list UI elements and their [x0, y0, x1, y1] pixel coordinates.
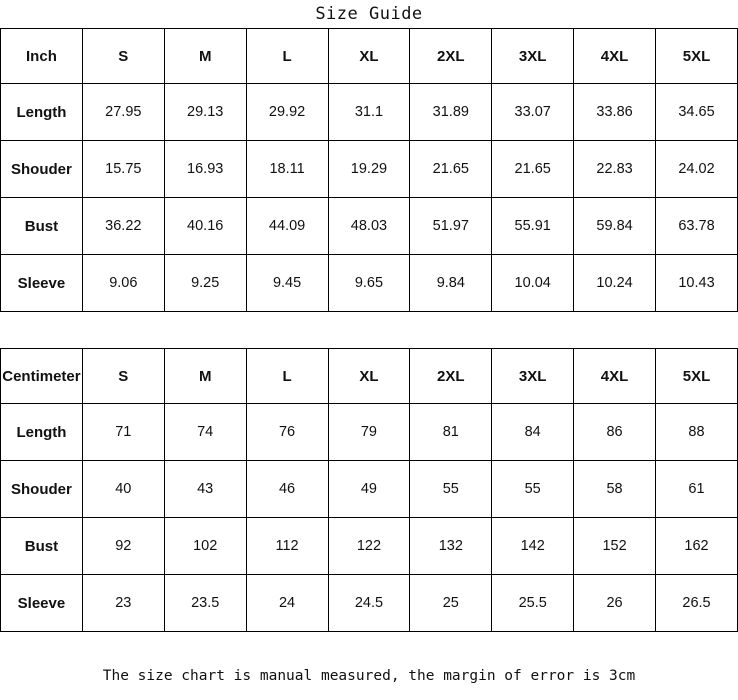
size-table-inch [0, 28, 738, 312]
cell-shouder-2xl: 55 [410, 461, 492, 518]
row-label-length: Length [1, 404, 83, 461]
cell-shouder-xl: 19.29 [328, 141, 410, 198]
cell-bust-2xl: 51.97 [410, 198, 492, 255]
cell-shouder-5xl: 24.02 [656, 141, 738, 198]
table-row [1, 404, 738, 461]
row-label-bust: Bust [1, 518, 83, 575]
table-row [1, 84, 738, 141]
column-header-2xl: 2XL [410, 29, 492, 84]
column-header-2xl: 2XL [410, 349, 492, 404]
column-header-m: M [164, 349, 246, 404]
column-header-4xl: 4XL [574, 29, 656, 84]
row-label-sleeve: Sleeve [1, 255, 83, 312]
cell-length-m: 74 [164, 404, 246, 461]
cell-length-5xl: 88 [656, 404, 738, 461]
cell-sleeve-l: 9.45 [246, 255, 328, 312]
table-spacer [0, 312, 738, 348]
cell-shouder-m: 16.93 [164, 141, 246, 198]
cell-length-2xl: 31.89 [410, 84, 492, 141]
cell-sleeve-3xl: 10.04 [492, 255, 574, 312]
cell-shouder-m: 43 [164, 461, 246, 518]
cell-length-s: 71 [82, 404, 164, 461]
cell-sleeve-m: 9.25 [164, 255, 246, 312]
cell-shouder-l: 18.11 [246, 141, 328, 198]
column-header-s: S [82, 29, 164, 84]
cell-length-4xl: 86 [574, 404, 656, 461]
cell-length-xl: 31.1 [328, 84, 410, 141]
cell-sleeve-2xl: 25 [410, 575, 492, 632]
table-row [1, 575, 738, 632]
table-row [1, 141, 738, 198]
cell-length-3xl: 84 [492, 404, 574, 461]
cell-bust-3xl: 142 [492, 518, 574, 575]
cell-length-l: 76 [246, 404, 328, 461]
row-label-bust: Bust [1, 198, 83, 255]
column-header-3xl: 3XL [492, 29, 574, 84]
cell-sleeve-s: 23 [82, 575, 164, 632]
cell-sleeve-3xl: 25.5 [492, 575, 574, 632]
column-header-4xl: 4XL [574, 349, 656, 404]
cell-sleeve-xl: 9.65 [328, 255, 410, 312]
unit-label-centimeter: Centimeter [1, 349, 83, 404]
column-header-s: S [82, 349, 164, 404]
cell-sleeve-xl: 24.5 [328, 575, 410, 632]
cell-length-xl: 79 [328, 404, 410, 461]
table-row [1, 518, 738, 575]
cell-sleeve-l: 24 [246, 575, 328, 632]
cell-sleeve-5xl: 26.5 [656, 575, 738, 632]
cell-bust-s: 36.22 [82, 198, 164, 255]
cell-bust-xl: 122 [328, 518, 410, 575]
tables-container [0, 28, 738, 632]
table-header-row [1, 29, 738, 84]
cell-length-l: 29.92 [246, 84, 328, 141]
cell-length-5xl: 34.65 [656, 84, 738, 141]
cell-bust-l: 112 [246, 518, 328, 575]
unit-label-inch: Inch [1, 29, 83, 84]
measurement-note: The size chart is manual measured, the margin of error is 3cm [102, 668, 636, 684]
cell-sleeve-m: 23.5 [164, 575, 246, 632]
cell-bust-5xl: 162 [656, 518, 738, 575]
cell-bust-s: 92 [82, 518, 164, 575]
cell-bust-5xl: 63.78 [656, 198, 738, 255]
cell-bust-2xl: 132 [410, 518, 492, 575]
cell-bust-xl: 48.03 [328, 198, 410, 255]
cell-shouder-5xl: 61 [656, 461, 738, 518]
size-table-centimeter [0, 348, 738, 632]
row-label-shouder: Shouder [1, 141, 83, 198]
cell-sleeve-5xl: 10.43 [656, 255, 738, 312]
page-title: Size Guide [315, 4, 423, 24]
cell-shouder-3xl: 55 [492, 461, 574, 518]
cell-sleeve-4xl: 10.24 [574, 255, 656, 312]
column-header-xl: XL [328, 29, 410, 84]
column-header-l: L [246, 29, 328, 84]
column-header-3xl: 3XL [492, 349, 574, 404]
cell-length-s: 27.95 [82, 84, 164, 141]
table-row [1, 255, 738, 312]
column-header-m: M [164, 29, 246, 84]
cell-shouder-s: 40 [82, 461, 164, 518]
cell-bust-m: 40.16 [164, 198, 246, 255]
cell-length-m: 29.13 [164, 84, 246, 141]
cell-bust-l: 44.09 [246, 198, 328, 255]
cell-bust-m: 102 [164, 518, 246, 575]
row-label-sleeve: Sleeve [1, 575, 83, 632]
table-row [1, 461, 738, 518]
cell-sleeve-s: 9.06 [82, 255, 164, 312]
cell-sleeve-4xl: 26 [574, 575, 656, 632]
cell-sleeve-2xl: 9.84 [410, 255, 492, 312]
column-header-l: L [246, 349, 328, 404]
cell-shouder-3xl: 21.65 [492, 141, 574, 198]
table-row [1, 198, 738, 255]
cell-shouder-2xl: 21.65 [410, 141, 492, 198]
cell-length-2xl: 81 [410, 404, 492, 461]
cell-length-4xl: 33.86 [574, 84, 656, 141]
cell-shouder-s: 15.75 [82, 141, 164, 198]
column-header-xl: XL [328, 349, 410, 404]
cell-shouder-4xl: 58 [574, 461, 656, 518]
cell-shouder-xl: 49 [328, 461, 410, 518]
cell-bust-4xl: 152 [574, 518, 656, 575]
row-label-length: Length [1, 84, 83, 141]
column-header-5xl: 5XL [656, 349, 738, 404]
cell-length-3xl: 33.07 [492, 84, 574, 141]
cell-bust-4xl: 59.84 [574, 198, 656, 255]
column-header-5xl: 5XL [656, 29, 738, 84]
cell-bust-3xl: 55.91 [492, 198, 574, 255]
cell-shouder-l: 46 [246, 461, 328, 518]
row-label-shouder: Shouder [1, 461, 83, 518]
cell-shouder-4xl: 22.83 [574, 141, 656, 198]
table-header-row [1, 349, 738, 404]
